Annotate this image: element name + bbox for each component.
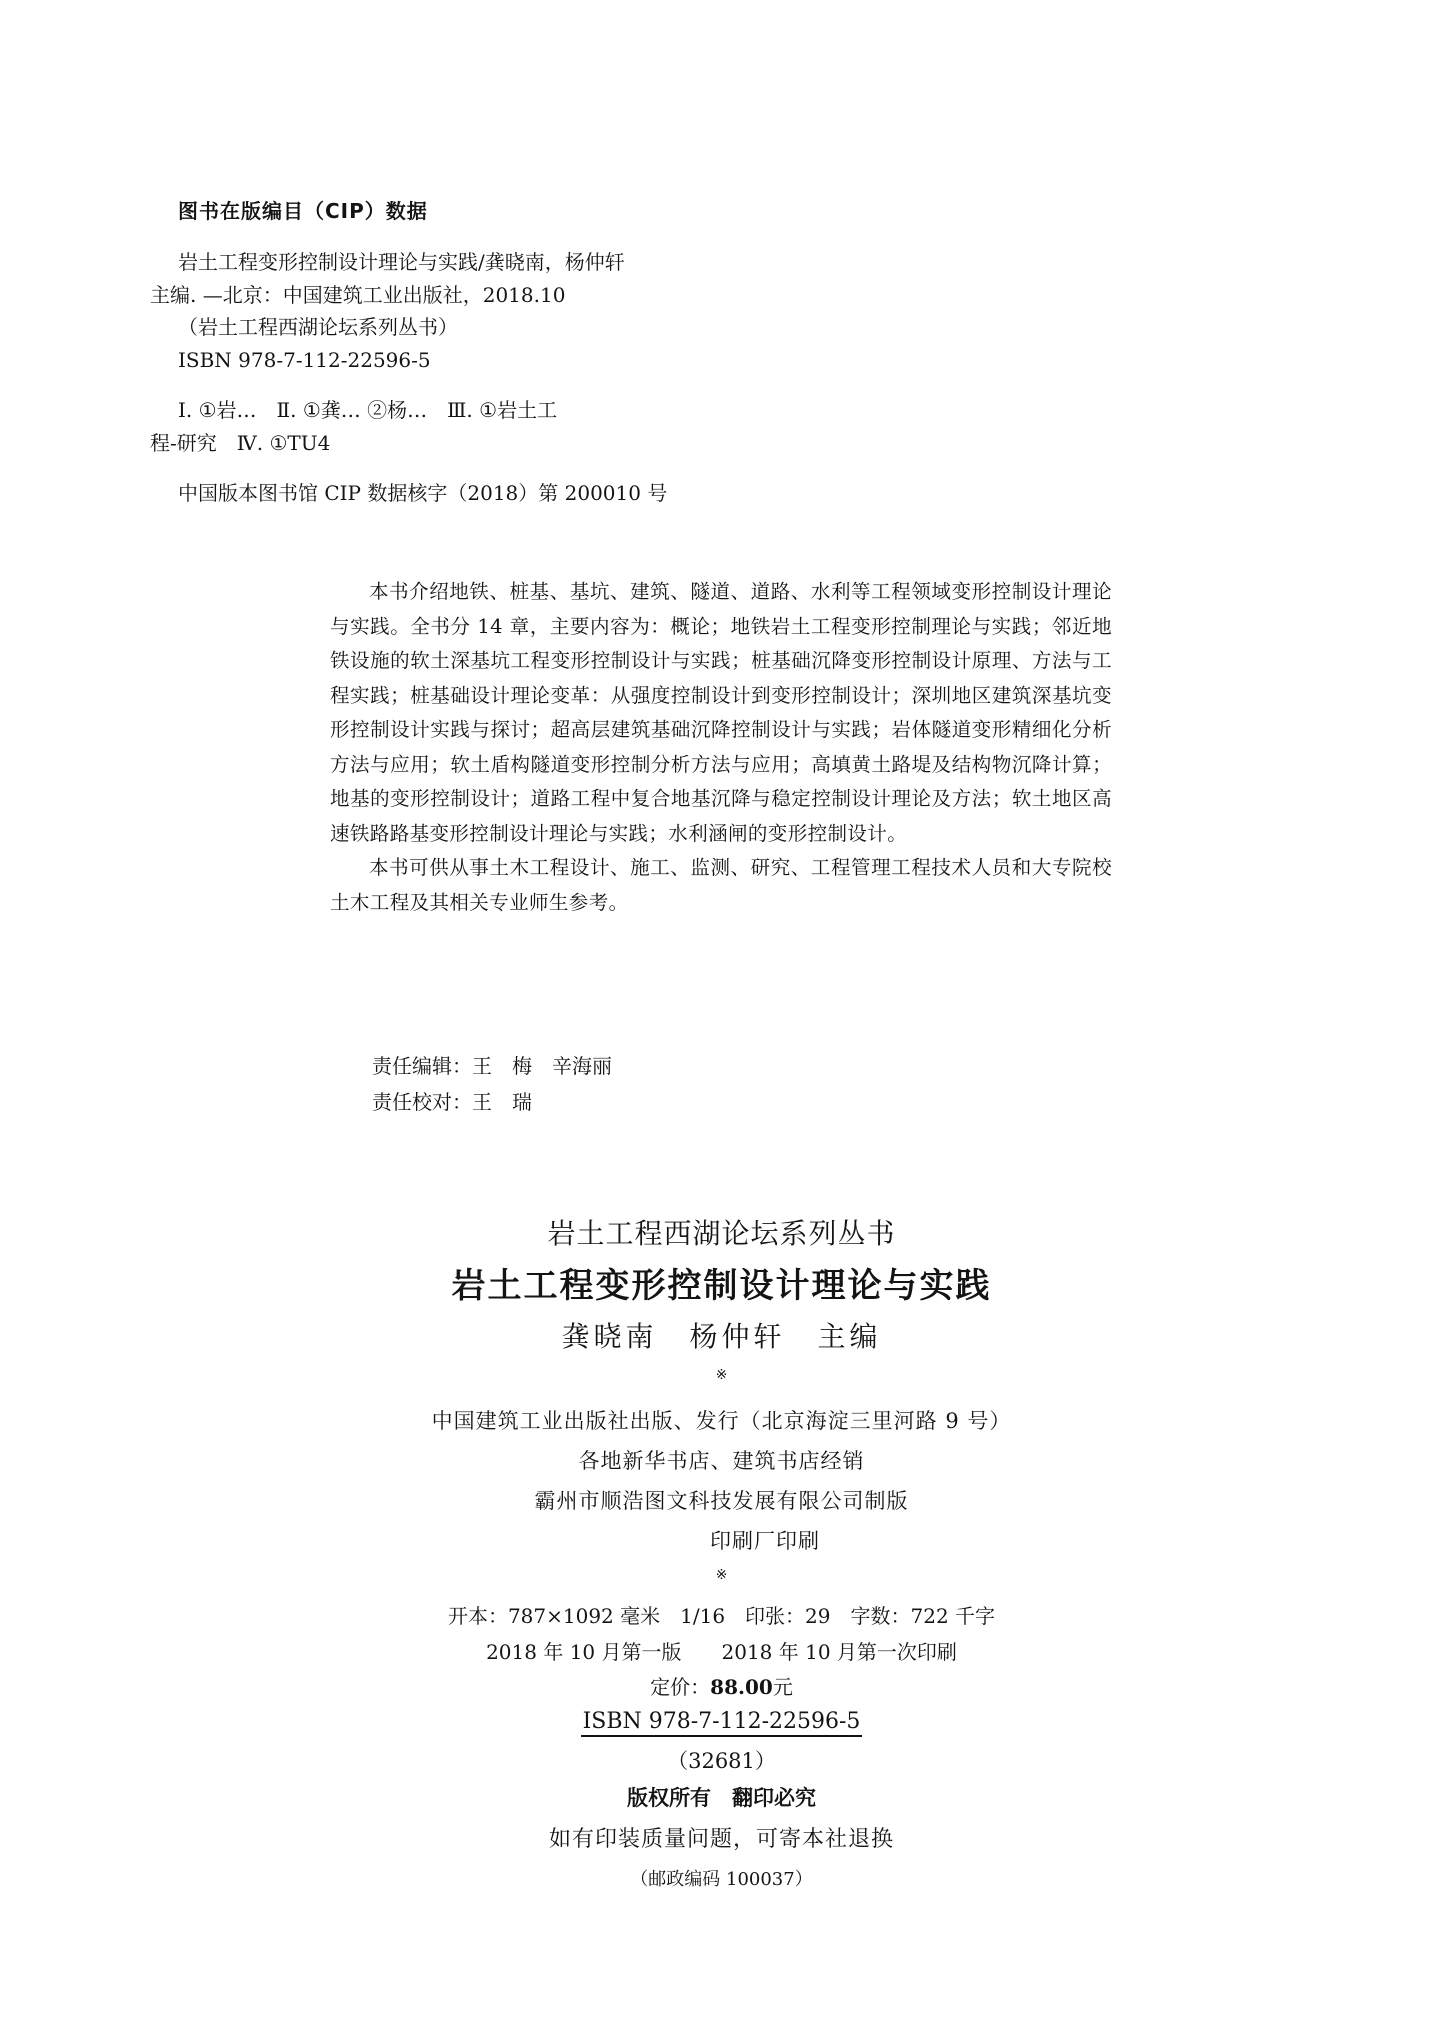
edition-line: 2018 年 10 月第一版 2018 年 10 月第一次印刷 [486, 1640, 957, 1664]
cip-heading: 图书在版编目（CIP）数据 [178, 199, 428, 223]
book-title: 岩土工程变形控制设计理论与实践 [451, 1266, 992, 1306]
cip-line-series: （岩土工程西湖论坛系列丛书） [178, 315, 458, 339]
cip-line-isbn: ISBN 978-7-112-22596-5 [178, 348, 431, 372]
isbn-number: ISBN 978-7-112-22596-5 [581, 1709, 863, 1737]
price-line [0, 1671, 1443, 1700]
responsible-editor: 责任编辑：王 梅 辛海丽 [372, 1054, 612, 1078]
isbn-block [0, 1709, 1443, 1737]
cip-line-classification: Ⅰ. ①岩… Ⅱ. ①龚… ②杨… Ⅲ. ①岩土工 [178, 398, 558, 422]
cip-line-approval: 中国版本图书馆 CIP 数据核字（2018）第 200010 号 [178, 481, 668, 505]
separator-mark: ※ [715, 1367, 728, 1383]
publisher-line: 中国建筑工业出版社出版、发行（北京海淀三里河路 9 号） [431, 1409, 1012, 1433]
distributor-line: 各地新华书店、建筑书店经销 [578, 1449, 865, 1473]
summary-paragraph-content: 本书介绍地铁、桩基、基坑、建筑、隧道、道路、水利等工程领域变形控制设计理论与实践。全书分 14 章，主要内容为：概论；地铁岩土工程变形控制理论与实践；邻近地铁设施的软土深基坑工程变形控制设计与实践；桩基础沉降变形控制设计原理、方法与工程实践；桩基础设计理论变革：从强度控制设计到变形控制设计；深圳地区建筑深基坑变形控制设计实践与探讨；超高层建筑基础沉降控制设计与实践；岩体隧道变形精细化分析方法与应用；软土盾构隧道变形控制分析方法与应用；高填黄土路堤及结构物沉降计算；地基的变形控制设计；道路工程中复合地基沉降与稳定控制设计理论及方法；软土地区高速铁路路基变形控制设计理论与实践；水利涵闸的变形控制设计。 [330, 580, 1112, 845]
price-unit: 元 [772, 1675, 793, 1699]
copyright-notice: 版权所有 翻印必究 [627, 1786, 816, 1810]
postcode: （邮政编码 100037） [630, 1869, 813, 1890]
summary-paragraph-audience: 本书可供从事土木工程设计、施工、监测、研究、工程管理工程技术人员和大专院校土木工程及其相关专业师生参考。 [330, 856, 1112, 914]
price-label: 定价： [650, 1675, 711, 1699]
book-summary [330, 575, 1112, 920]
cip-line-publisher: 主编. —北京：中国建筑工业出版社，2018.10 [150, 283, 566, 307]
cip-line-classification-cont: 程-研究 Ⅳ. ①TU4 [150, 431, 331, 455]
typesetter-line: 霸州市顺浩图文科技发展有限公司制版 [534, 1489, 909, 1513]
printer-line: 印刷厂印刷 [710, 1529, 820, 1553]
price-value: 88.00 [710, 1675, 773, 1699]
return-notice: 如有印装质量问题，可寄本社退换 [548, 1827, 894, 1852]
responsible-proofreader: 责任校对：王 瑞 [372, 1090, 532, 1114]
format-line: 开本：787×1092 毫米 1/16 印张：29 字数：722 千字 [447, 1604, 996, 1628]
book-code: （32681） [667, 1749, 776, 1773]
chief-editors: 龚晓南 杨仲轩 主编 [561, 1320, 882, 1353]
separator-mark-2: ※ [715, 1567, 728, 1583]
series-name: 岩土工程西湖论坛系列丛书 [547, 1217, 896, 1250]
cip-line-title: 岩土工程变形控制设计理论与实践/龚晓南，杨仲轩 [178, 250, 625, 274]
